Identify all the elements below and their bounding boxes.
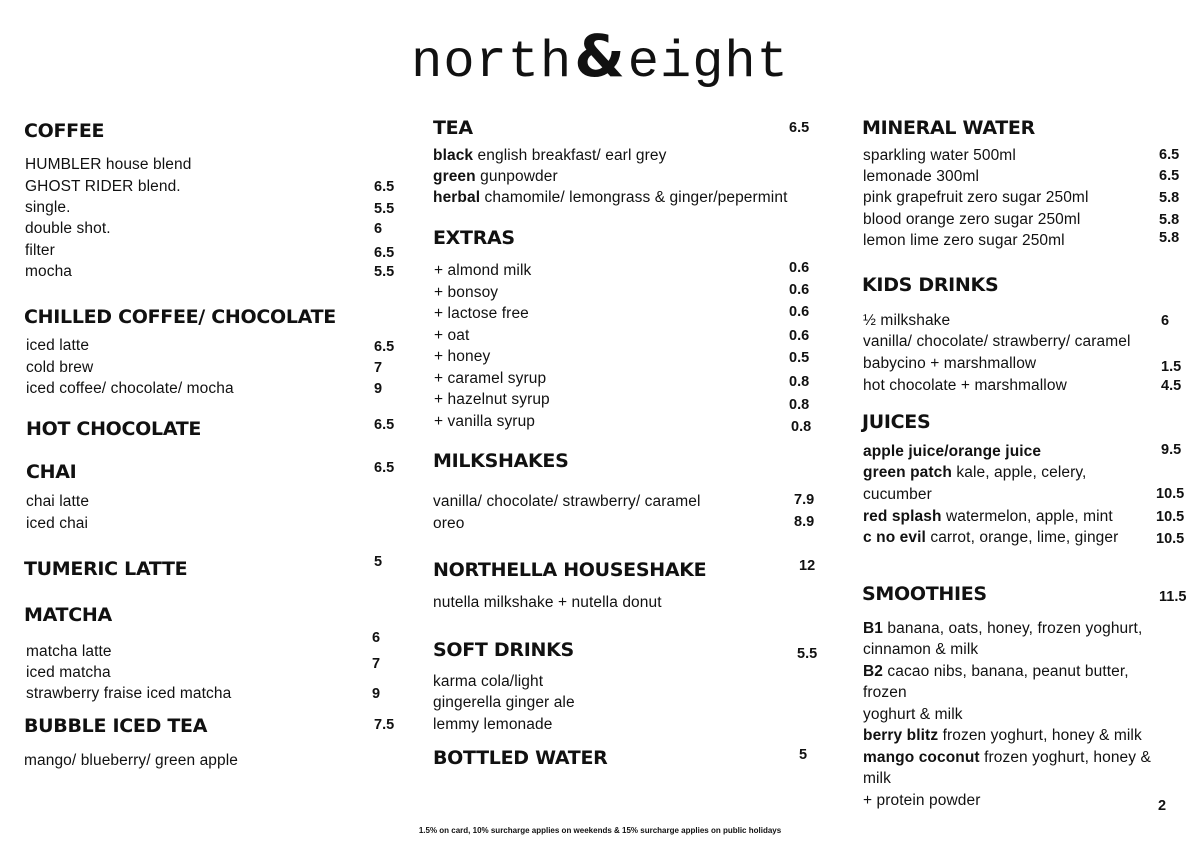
menu-item: mango/ blueberry/ green apple	[24, 752, 239, 769]
menu-item: ½ milkshake	[863, 312, 951, 329]
section-title-soft-drinks: SOFT DRINKS	[433, 639, 574, 661]
menu-price: 5	[799, 747, 808, 763]
menu-price: 0.6	[789, 282, 810, 298]
menu-item	[433, 168, 558, 186]
item-name: c no evil	[863, 529, 926, 546]
menu-item: + caramel syrup	[434, 370, 547, 387]
menu-price: 5.8	[1159, 230, 1180, 246]
menu-item: chai latte	[26, 493, 90, 510]
menu-item: lemonade 300ml	[863, 168, 979, 185]
menu-item	[433, 189, 787, 207]
menu-price: 5.5	[374, 201, 395, 217]
menu-item	[863, 443, 1041, 461]
menu-item-cont: milk	[863, 770, 891, 787]
menu-price: 0.8	[791, 419, 812, 435]
item-name: B1	[863, 620, 884, 637]
section-title-houseshake: NORTHELLA HOUSESHAKE	[433, 559, 707, 581]
item-desc: chamomile/ lemongrass & ginger/pepermint	[480, 189, 788, 206]
menu-item	[863, 749, 1151, 767]
menu-item	[863, 508, 1113, 526]
menu-item	[863, 663, 1129, 681]
item-name: mango coconut	[863, 749, 980, 766]
menu-item: babycino + marshmallow	[863, 355, 1037, 372]
menu-item: + vanilla syrup	[434, 413, 536, 430]
menu-item	[863, 620, 1142, 638]
menu-item-cont: cinnamon & milk	[863, 641, 979, 658]
menu-item-cont: frozen	[863, 684, 907, 701]
menu-price: 1.5	[1161, 359, 1182, 375]
menu-price: 10.5	[1156, 486, 1185, 502]
item-desc: frozen yoghurt, honey & milk	[938, 727, 1142, 744]
menu-item: GHOST RIDER blend.	[25, 178, 181, 195]
item-name: green	[433, 168, 476, 185]
menu-price: 5.8	[1159, 190, 1180, 206]
menu-item-cont: cucumber	[863, 486, 932, 503]
menu-item	[863, 464, 1086, 482]
menu-price: 6.5	[789, 120, 810, 136]
menu-item: filter	[25, 242, 55, 259]
section-title-hot-chocolate: HOT CHOCOLATE	[26, 418, 202, 440]
menu-item: iced chai	[26, 515, 89, 532]
menu-item: lemon lime zero sugar 250ml	[863, 232, 1065, 249]
menu-item: + protein powder	[863, 792, 981, 809]
menu-price: 7	[374, 360, 383, 376]
section-title-chilled: CHILLED COFFEE/ CHOCOLATE	[24, 306, 336, 328]
item-desc: kale, apple, celery,	[951, 464, 1087, 481]
item-desc: watermelon, apple, mint	[941, 508, 1113, 525]
menu-item: gingerella ginger ale	[433, 694, 575, 711]
menu-price: 6.5	[374, 245, 395, 261]
menu-item: HUMBLER house blend	[25, 156, 192, 173]
menu-item: vanilla/ chocolate/ strawberry/ caramel	[433, 493, 701, 510]
menu-price: 7	[372, 656, 381, 672]
brand-eight: eight	[627, 33, 789, 92]
brand-ampersand: &	[574, 22, 626, 90]
section-title-smoothies: SMOOTHIES	[862, 583, 987, 605]
menu-price: 5.8	[1159, 212, 1180, 228]
menu-price: 6	[372, 630, 381, 646]
menu-price: 6.5	[374, 179, 395, 195]
menu-price: 10.5	[1156, 509, 1185, 525]
menu-item	[433, 147, 666, 165]
section-title-matcha: MATCHA	[24, 604, 112, 626]
menu-item: mocha	[25, 263, 73, 280]
menu-price: 7.5	[374, 717, 395, 733]
section-title-bottled-water: BOTTLED WATER	[433, 747, 608, 769]
menu-price: 4.5	[1161, 378, 1182, 394]
menu-item: lemmy lemonade	[433, 716, 553, 733]
menu-item: iced matcha	[26, 664, 111, 681]
section-title-milkshakes: MILKSHAKES	[433, 450, 569, 472]
menu-item: + almond milk	[434, 262, 532, 279]
menu-price: 12	[799, 558, 816, 574]
brand-logo	[0, 22, 1200, 92]
menu-item: pink grapefruit zero sugar 250ml	[863, 189, 1089, 206]
menu-price: 0.6	[789, 260, 810, 276]
menu-item	[863, 529, 1118, 547]
menu-price: 6.5	[1159, 168, 1180, 184]
menu-item: cold brew	[26, 359, 94, 376]
item-desc: frozen yoghurt, honey &	[979, 749, 1151, 766]
item-name: apple juice/orange juice	[863, 443, 1042, 460]
menu-item	[863, 727, 1142, 745]
menu-price: 0.6	[789, 304, 810, 320]
menu-item: + oat	[434, 327, 470, 344]
menu-item: + hazelnut syrup	[434, 391, 550, 408]
menu-price: 9	[374, 381, 383, 397]
section-title-bubble-tea: BUBBLE ICED TEA	[24, 715, 208, 737]
section-title-tumeric: TUMERIC LATTE	[24, 558, 188, 580]
menu-price: 7.9	[794, 492, 815, 508]
item-name: B2	[863, 663, 884, 680]
menu-item-cont: yoghurt & milk	[863, 706, 963, 723]
menu-price: 6	[374, 221, 383, 237]
menu-price: 6.5	[374, 339, 395, 355]
menu-item: + lactose free	[434, 305, 529, 322]
menu-item: + honey	[434, 348, 491, 365]
section-title-coffee: COFFEE	[24, 120, 105, 142]
item-name: berry blitz	[863, 727, 939, 744]
menu-price: 5.5	[374, 264, 395, 280]
item-name: red splash	[863, 508, 942, 525]
surcharge-footer: 1.5% on card, 10% surcharge applies on weekends & 15% surcharge applies on public holidays	[418, 826, 782, 835]
menu-price: 10.5	[1156, 531, 1185, 547]
menu-price: 2	[1158, 798, 1167, 814]
menu-price: 5.5	[797, 646, 818, 662]
menu-item: nutella milkshake + nutella donut	[433, 594, 662, 611]
menu-price: 0.8	[789, 397, 810, 413]
item-desc: gunpowder	[475, 168, 558, 185]
menu-item: blood orange zero sugar 250ml	[863, 211, 1081, 228]
menu-item: iced coffee/ chocolate/ mocha	[26, 380, 234, 397]
menu-price: 6.5	[1159, 147, 1180, 163]
menu-item: sparkling water 500ml	[863, 147, 1016, 164]
item-name: herbal	[433, 189, 481, 206]
menu-item: karma cola/light	[433, 673, 544, 690]
menu-price: 11.5	[1159, 589, 1187, 605]
menu-price: 5	[374, 554, 383, 570]
menu-price: 6.5	[374, 417, 395, 433]
section-title-tea: TEA	[433, 117, 473, 139]
menu-item: iced latte	[26, 337, 90, 354]
menu-price: 0.6	[789, 328, 810, 344]
menu-price: 9.5	[1161, 442, 1182, 458]
menu-item: vanilla/ chocolate/ strawberry/ caramel	[863, 333, 1131, 350]
item-desc: english breakfast/ earl grey	[473, 147, 667, 164]
item-name: green patch	[863, 464, 952, 481]
menu-item: oreo	[433, 515, 465, 532]
brand-north: north	[411, 33, 573, 92]
menu-item: single.	[25, 199, 71, 216]
section-title-mineral-water: MINERAL WATER	[862, 117, 1035, 139]
menu-item: + bonsoy	[434, 284, 499, 301]
menu-price: 9	[372, 686, 381, 702]
menu-item: matcha latte	[26, 643, 112, 660]
menu-item: hot chocolate + marshmallow	[863, 377, 1067, 394]
section-title-chai: CHAI	[26, 461, 77, 483]
menu-price: 0.8	[789, 374, 810, 390]
menu-price: 0.5	[789, 350, 810, 366]
menu-item: strawberry fraise iced matcha	[26, 685, 232, 702]
menu-price: 6.5	[374, 460, 395, 476]
menu-item: double shot.	[25, 220, 111, 237]
item-desc: carrot, orange, lime, ginger	[925, 529, 1119, 546]
section-title-extras: EXTRAS	[433, 227, 515, 249]
menu-price: 8.9	[794, 514, 815, 530]
section-title-kids-drinks: KIDS DRINKS	[862, 274, 999, 296]
item-desc: cacao nibs, banana, peanut butter,	[883, 663, 1129, 680]
menu-price: 6	[1161, 313, 1170, 329]
item-desc: banana, oats, honey, frozen yoghurt,	[883, 620, 1143, 637]
item-name: black	[433, 147, 474, 164]
section-title-juices: JUICES	[862, 411, 931, 433]
